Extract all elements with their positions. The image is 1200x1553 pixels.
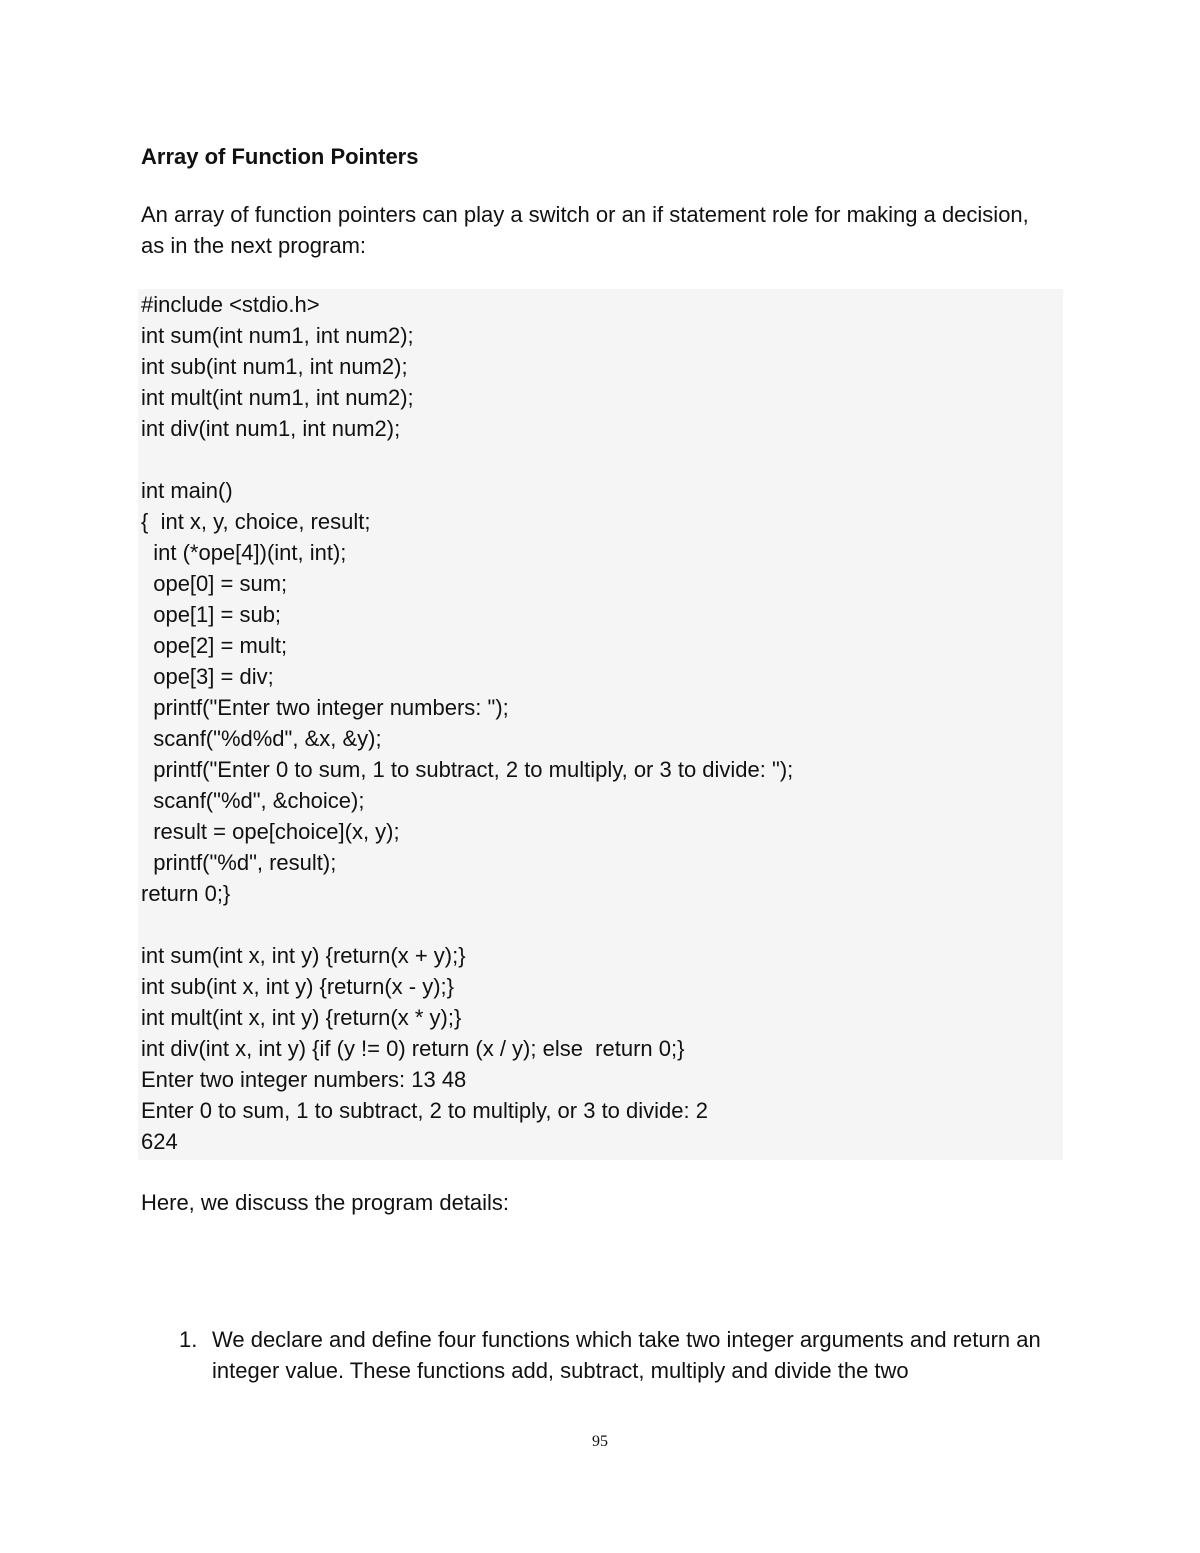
code-line: int sub(int x, int y) {return(x - y);} <box>141 974 454 999</box>
code-line: int sum(int num1, int num2); <box>141 323 414 348</box>
code-line: ope[3] = div; <box>141 664 274 689</box>
code-line: int sum(int x, int y) {return(x + y);} <box>141 943 466 968</box>
code-line: int div(int x, int y) {if (y != 0) return (x / y); else return 0;} <box>141 1036 685 1061</box>
code-line: ope[2] = mult; <box>141 633 288 658</box>
code-line: printf("%d", result); <box>141 850 337 875</box>
code-line <box>141 909 793 940</box>
code-line: int div(int num1, int num2); <box>141 416 401 441</box>
code-line: 624 <box>141 1129 178 1154</box>
code-line: return 0;} <box>141 881 231 906</box>
code-line: { int x, y, choice, result; <box>141 509 371 534</box>
code-line: Enter two integer numbers: 13 48 <box>141 1067 467 1092</box>
code-line: printf("Enter two integer numbers: "); <box>141 695 509 720</box>
code-line: int mult(int num1, int num2); <box>141 385 414 410</box>
page-number: 95 <box>592 1433 608 1450</box>
code-line: int sub(int num1, int num2); <box>141 354 408 379</box>
intro-paragraph: An array of function pointers can play a switch or an if statement role for making a decision, as in the next program: <box>141 202 1029 258</box>
code-lines <box>141 289 793 1157</box>
code-line: int main() <box>141 478 233 503</box>
list-item-number: 1. <box>179 1327 198 1352</box>
code-line: #include <stdio.h> <box>141 292 320 317</box>
code-line: result = ope[choice](x, y); <box>141 819 400 844</box>
code-line: printf("Enter 0 to sum, 1 to subtract, 2 to multiply, or 3 to divide: "); <box>141 757 794 782</box>
code-line: ope[1] = sub; <box>141 602 282 627</box>
code-line: scanf("%d%d", &x, &y); <box>141 726 382 751</box>
code-line: ope[0] = sum; <box>141 571 288 596</box>
code-line: int (*ope[4])(int, int); <box>141 540 347 565</box>
code-line: Enter 0 to sum, 1 to subtract, 2 to multiply, or 3 to divide: 2 <box>141 1098 708 1123</box>
list-item-text: We declare and define four functions which take two integer arguments and return an integer value. These functions add, subtract, multiply and divide the two <box>212 1327 1041 1383</box>
code-line <box>141 444 793 475</box>
code-block <box>138 289 1063 1160</box>
discussion-paragraph: Here, we discuss the program details: <box>141 1190 510 1215</box>
code-line: int mult(int x, int y) {return(x * y);} <box>141 1005 462 1030</box>
section-heading: Array of Function Pointers <box>141 144 419 169</box>
code-line: scanf("%d", &choice); <box>141 788 365 813</box>
